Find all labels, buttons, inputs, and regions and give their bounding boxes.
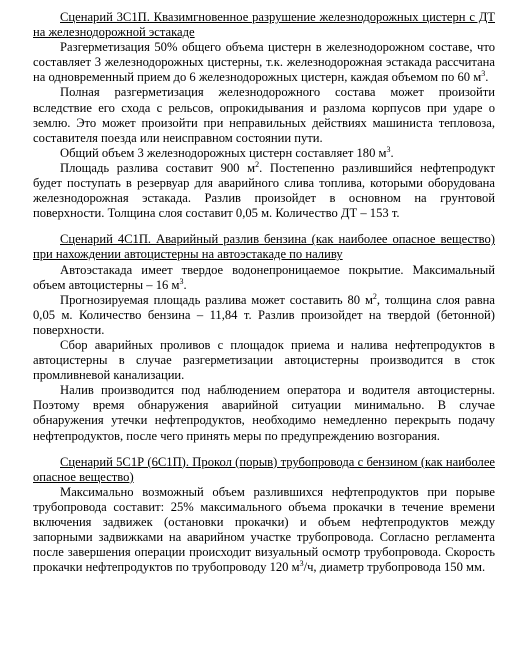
paragraph: Разгерметизация 50% общего объема цистерн в железнодорожном составе, что составляет 3 железнодорожных цистерны, т.к. железнодорожная эстакада рассчитана на одновременный прием до 6 железнодорожных цистерн, каждая объемом по 60 $м^3$.: [33, 40, 495, 85]
section-gap: [33, 221, 495, 232]
paragraph: Полная разгерметизация железнодорожного состава может произойти вследствие его схода с рельсов, опрокидывания и разлома корпусов при ударе о землю. Это может произойти при неправильных действиях машиниста тепловоза, составителя поезда или неисправном состоянии пути.: [33, 85, 495, 145]
paragraph: Прогнозируемая площадь разлива может составить 80 $м^2$, толщина слоя равна 0,05 м. Количество бензина – 11,84 т. Разлив произойдет на твердой (бетонной) поверхности.: [33, 291, 496, 337]
scenario-5c1p-section: [33, 455, 495, 576]
document-page: [33, 10, 495, 575]
paragraph: Налив производится под наблюдением оператора и водителя автоцистерны. Поэтому время обнаружения аварийной ситуации минимально. В случае обнаружения утечки нефтепродуктов, необходимо немедленно перекрыть подачу нефтепродуктов, после чего принять меры по предупреждению возгорания.: [33, 383, 495, 443]
paragraph: Общий объем 3 железнодорожных цистерн составляет 180 $м^3$.: [60, 144, 394, 160]
scenario-3c1p-section: [33, 10, 495, 221]
scenario-5c1p-heading: Сценарий 5С1Р (6С1П). Прокол (порыв) трубопровода с бензином (как наиболее опасное вещество): [33, 454, 495, 484]
scenario-3c1p-heading: Сценарий 3С1П. Квазимгновенное разрушение железнодорожных цистерн с ДТ на железнодорожной эстакаде: [33, 10, 495, 40]
section-gap: [33, 444, 495, 455]
paragraph: Автоэстакада имеет твердое водонепроницаемое покрытие. Максимальный объем автоцистерны – 16 $м^3$.: [33, 262, 495, 292]
scenario-4c1p-section: [33, 232, 495, 443]
paragraph: Максимально возможный объем разлившихся нефтепродуктов при порыве трубопровода составит: 25% максимального объема прокачки в течение времени включения задвижек (остановки прокачки) и объем нефтепродуктов между запорными задвижками на аварийном участке трубопровода. Согласно регламента после завершения операции происходит визуальный осмотр трубопровода. Скорость прокачки нефтепродуктов по трубопроводу 120 $м^3/ч$, диаметр трубопровода 150 мм.: [33, 484, 495, 575]
paragraph: Площадь разлива составит 900 $м^2$. Постепенно разлившийся нефтепродукт будет поступать в резервуар для аварийного слива топлива, которыми оборудована железнодорожная эстакада. Разлив произойдет в основном на грунтовой поверхности. Толщина слоя составит 0,05 м. Количество ДТ – 153 т.: [33, 159, 495, 221]
paragraph: Сбор аварийных проливов с площадок приема и налива нефтепродуктов в автоцистерны в случае разгерметизации автоцистерны производится в сток промливневой канализации.: [33, 337, 495, 383]
scenario-4c1p-heading: Сценарий 4С1П. Аварийный разлив бензина (как наиболее опасное вещество) при нахождении автоцистерны на автоэстакаде по наливу: [33, 232, 495, 262]
